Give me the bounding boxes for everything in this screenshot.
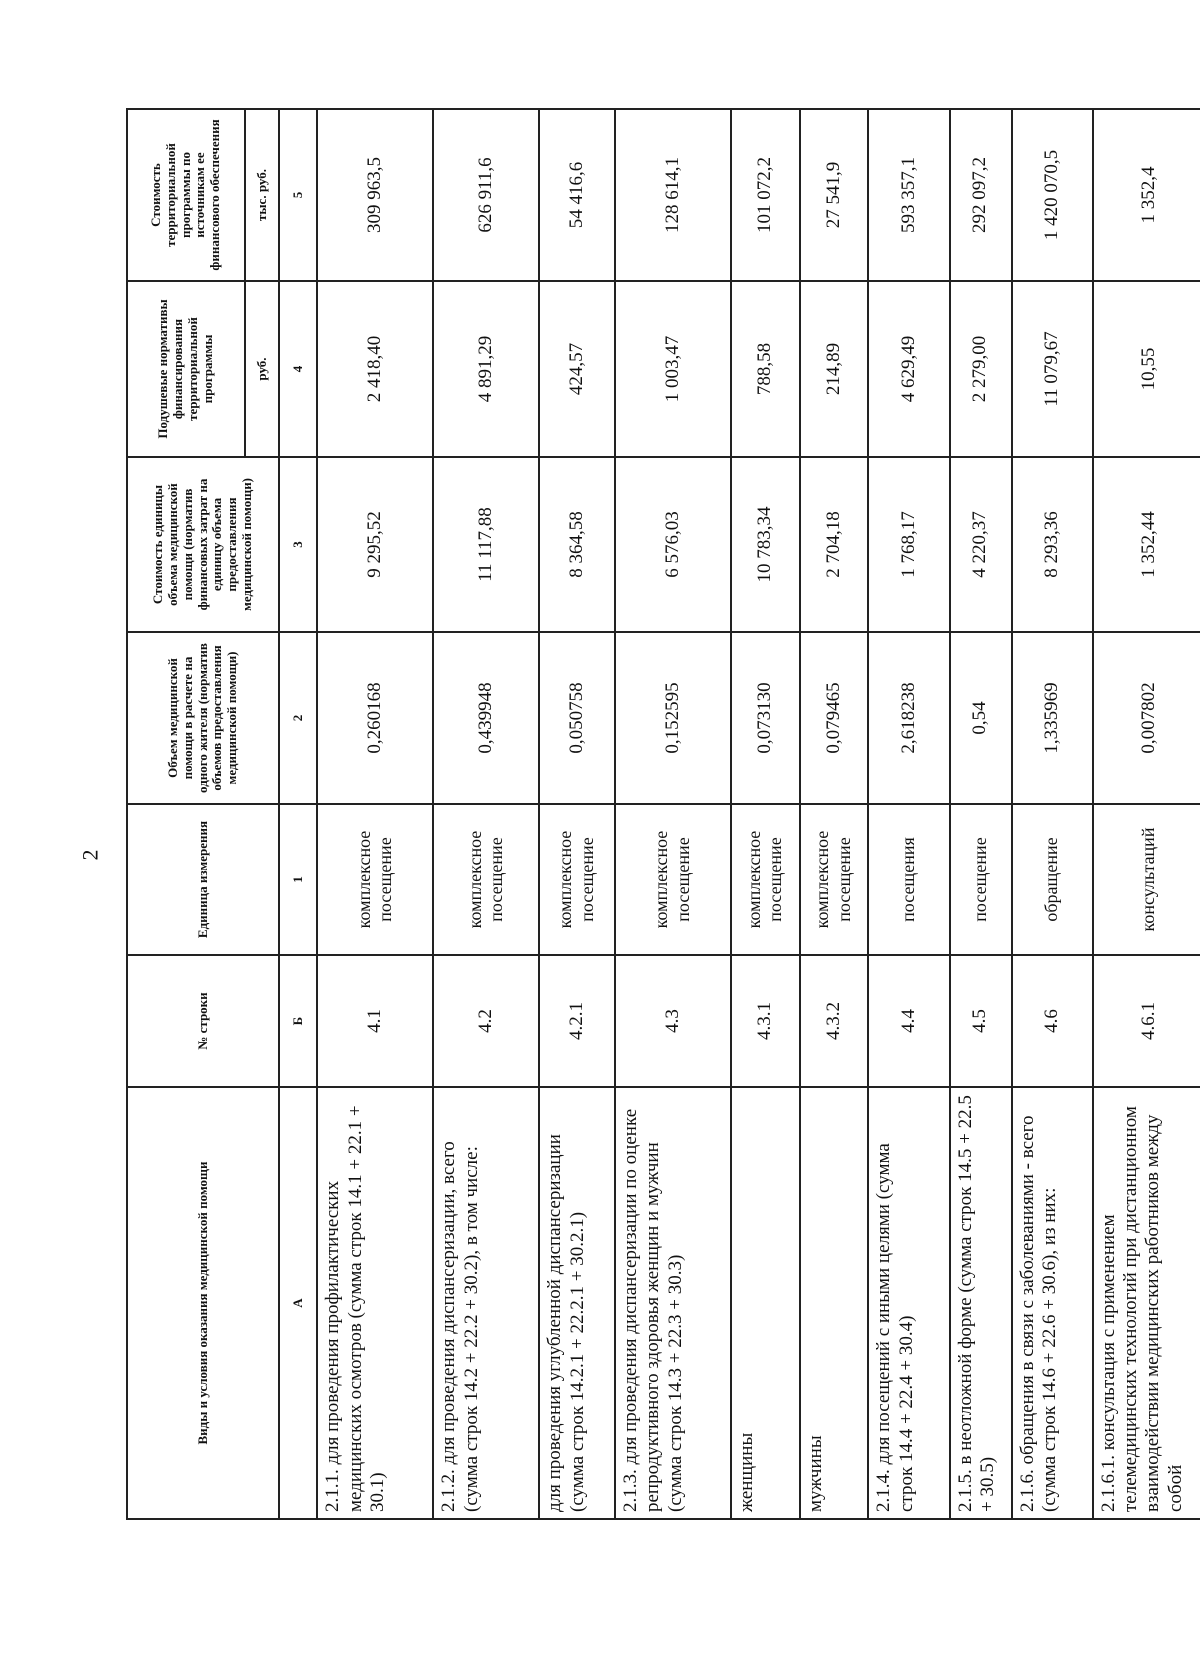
row-name-cell: 2.1.3. для проведения диспансеризации по оценке репродуктивного здоровья женщин и мужчин (сумма строк 14.3 + 22.3 + 30.3) xyxy=(615,1087,731,1519)
unit-cost-cell: 2 704,18 xyxy=(800,457,869,632)
unit-cost-cell: 11 117,88 xyxy=(433,457,539,632)
index-cell: 2 xyxy=(279,632,317,804)
row-number-cell: 4.3 xyxy=(615,955,731,1087)
row-number-cell: 4.6.1 xyxy=(1093,955,1200,1087)
header-unit-cost: Стоимость единицы объема медицинской помощи (норматив финансовых затрат на единицу объема предоставления медицинской помощи) xyxy=(127,457,279,632)
index-cell: 4 xyxy=(279,281,317,457)
unit-cell: комплексное посещение xyxy=(539,804,615,955)
table-row xyxy=(615,109,731,1519)
per-capita-cell: 4 629,49 xyxy=(868,281,949,457)
header-program-cost: Стоимость территориальной программы по источникам ее финансового обеспечения xyxy=(127,109,245,281)
volume-cell: 0,079465 xyxy=(800,632,869,804)
table-row xyxy=(317,109,433,1519)
unit-cell: комплексное посещение xyxy=(615,804,731,955)
unit-cost-cell: 1 352,44 xyxy=(1093,457,1200,632)
header-row-number: № строки xyxy=(127,955,279,1087)
unit-cost-cell: 9 295,52 xyxy=(317,457,433,632)
row-number-cell: 4.1 xyxy=(317,955,433,1087)
row-name-cell: мужчины xyxy=(800,1087,869,1519)
unit-cell: комплексное посещение xyxy=(800,804,869,955)
program-cost-cell: 593 357,1 xyxy=(868,109,949,281)
index-cell: 1 xyxy=(279,804,317,955)
program-cost-cell: 309 963,5 xyxy=(317,109,433,281)
unit-cost-cell: 4 220,37 xyxy=(950,457,1012,632)
program-cost-cell: 626 911,6 xyxy=(433,109,539,281)
volume-cell: 1,335969 xyxy=(1012,632,1093,804)
volume-cell: 0,260168 xyxy=(317,632,433,804)
table-row xyxy=(539,109,615,1519)
volume-cell: 0,073130 xyxy=(731,632,800,804)
row-name-cell: 2.1.4. для посещений с иными целями (сумма строк 14.4 + 22.4 + 30.4) xyxy=(868,1087,949,1519)
budget-table xyxy=(126,108,1200,1520)
header-unit-rub: руб. xyxy=(245,281,279,457)
unit-cost-cell: 8 364,58 xyxy=(539,457,615,632)
program-cost-cell: 101 072,2 xyxy=(731,109,800,281)
program-cost-cell: 27 541,9 xyxy=(800,109,869,281)
row-number-cell: 4.5 xyxy=(950,955,1012,1087)
row-name-cell: 2.1.1. для проведения профилактических медицинских осмотров (сумма строк 14.1 + 22.1 + 30.1) xyxy=(317,1087,433,1519)
rotated-table-container xyxy=(126,110,1200,1520)
volume-cell: 0,439948 xyxy=(433,632,539,804)
per-capita-cell: 424,57 xyxy=(539,281,615,457)
per-capita-cell: 214,89 xyxy=(800,281,869,457)
index-cell: 3 xyxy=(279,457,317,632)
table-row xyxy=(433,109,539,1519)
header-unit-thousand-rub: тыс. руб. xyxy=(245,109,279,281)
index-cell: 5 xyxy=(279,109,317,281)
table-row xyxy=(1093,109,1200,1519)
row-number-cell: 4.4 xyxy=(868,955,949,1087)
row-name-cell: для проведения углубленной диспансеризации (сумма строк 14.2.1 + 22.2.1 + 30.2.1) xyxy=(539,1087,615,1519)
unit-cell: посещение xyxy=(950,804,1012,955)
per-capita-cell: 11 079,67 xyxy=(1012,281,1093,457)
header-per-capita: Подушевые нормативы финансирования территориальной программы xyxy=(127,281,245,457)
volume-cell: 0,007802 xyxy=(1093,632,1200,804)
row-number-cell: 4.6 xyxy=(1012,955,1093,1087)
unit-cost-cell: 6 576,03 xyxy=(615,457,731,632)
header-care-types: Виды и условия оказания медицинской помощи xyxy=(127,1087,279,1519)
program-cost-cell: 54 416,6 xyxy=(539,109,615,281)
unit-cell: комплексное посещение xyxy=(317,804,433,955)
unit-cost-cell: 10 783,34 xyxy=(731,457,800,632)
unit-cell: посещения xyxy=(868,804,949,955)
table-row xyxy=(950,109,1012,1519)
volume-cell: 2,618238 xyxy=(868,632,949,804)
program-cost-cell: 128 614,1 xyxy=(615,109,731,281)
table-row xyxy=(1012,109,1093,1519)
header-volume: Объем медицинской помощи в расчете на одного жителя (норматив объемов предоставления медицинской помощи) xyxy=(127,632,279,804)
unit-cell: комплексное посещение xyxy=(433,804,539,955)
row-number-cell: 4.2 xyxy=(433,955,539,1087)
table-row xyxy=(868,109,949,1519)
header-unit: Единица измерения xyxy=(127,804,279,955)
volume-cell: 0,050758 xyxy=(539,632,615,804)
unit-cell: обращение xyxy=(1012,804,1093,955)
row-name-cell: женщины xyxy=(731,1087,800,1519)
row-name-cell: 2.1.2. для проведения диспансеризации, всего (сумма строк 14.2 + 22.2 + 30.2), в том числе: xyxy=(433,1087,539,1519)
per-capita-cell: 10,55 xyxy=(1093,281,1200,457)
index-cell: Б xyxy=(279,955,317,1087)
table-row xyxy=(731,109,800,1519)
per-capita-cell: 1 003,47 xyxy=(615,281,731,457)
page-number: 2 xyxy=(77,849,103,861)
volume-cell: 0,152595 xyxy=(615,632,731,804)
row-number-cell: 4.3.2 xyxy=(800,955,869,1087)
per-capita-cell: 788,58 xyxy=(731,281,800,457)
row-name-cell: 2.1.5. в неотложной форме (сумма строк 14.5 + 22.5 + 30.5) xyxy=(950,1087,1012,1519)
table-row xyxy=(800,109,869,1519)
volume-cell: 0,54 xyxy=(950,632,1012,804)
unit-cost-cell: 1 768,17 xyxy=(868,457,949,632)
unit-cell: комплексное посещение xyxy=(731,804,800,955)
row-name-cell: 2.1.6.1. консультация с применением телемедицинских технологий при дистанционном взаимодействии медицинских работников между собой xyxy=(1093,1087,1200,1519)
row-number-cell: 4.2.1 xyxy=(539,955,615,1087)
row-number-cell: 4.3.1 xyxy=(731,955,800,1087)
program-cost-cell: 292 097,2 xyxy=(950,109,1012,281)
program-cost-cell: 1 352,4 xyxy=(1093,109,1200,281)
row-name-cell: 2.1.6. обращения в связи с заболеваниями - всего (сумма строк 14.6 + 22.6 + 30.6), из них: xyxy=(1012,1087,1093,1519)
unit-cost-cell: 8 293,36 xyxy=(1012,457,1093,632)
program-cost-cell: 1 420 070,5 xyxy=(1012,109,1093,281)
per-capita-cell: 2 418,40 xyxy=(317,281,433,457)
index-cell: А xyxy=(279,1087,317,1519)
per-capita-cell: 4 891,29 xyxy=(433,281,539,457)
unit-cell: консультаций xyxy=(1093,804,1200,955)
per-capita-cell: 2 279,00 xyxy=(950,281,1012,457)
